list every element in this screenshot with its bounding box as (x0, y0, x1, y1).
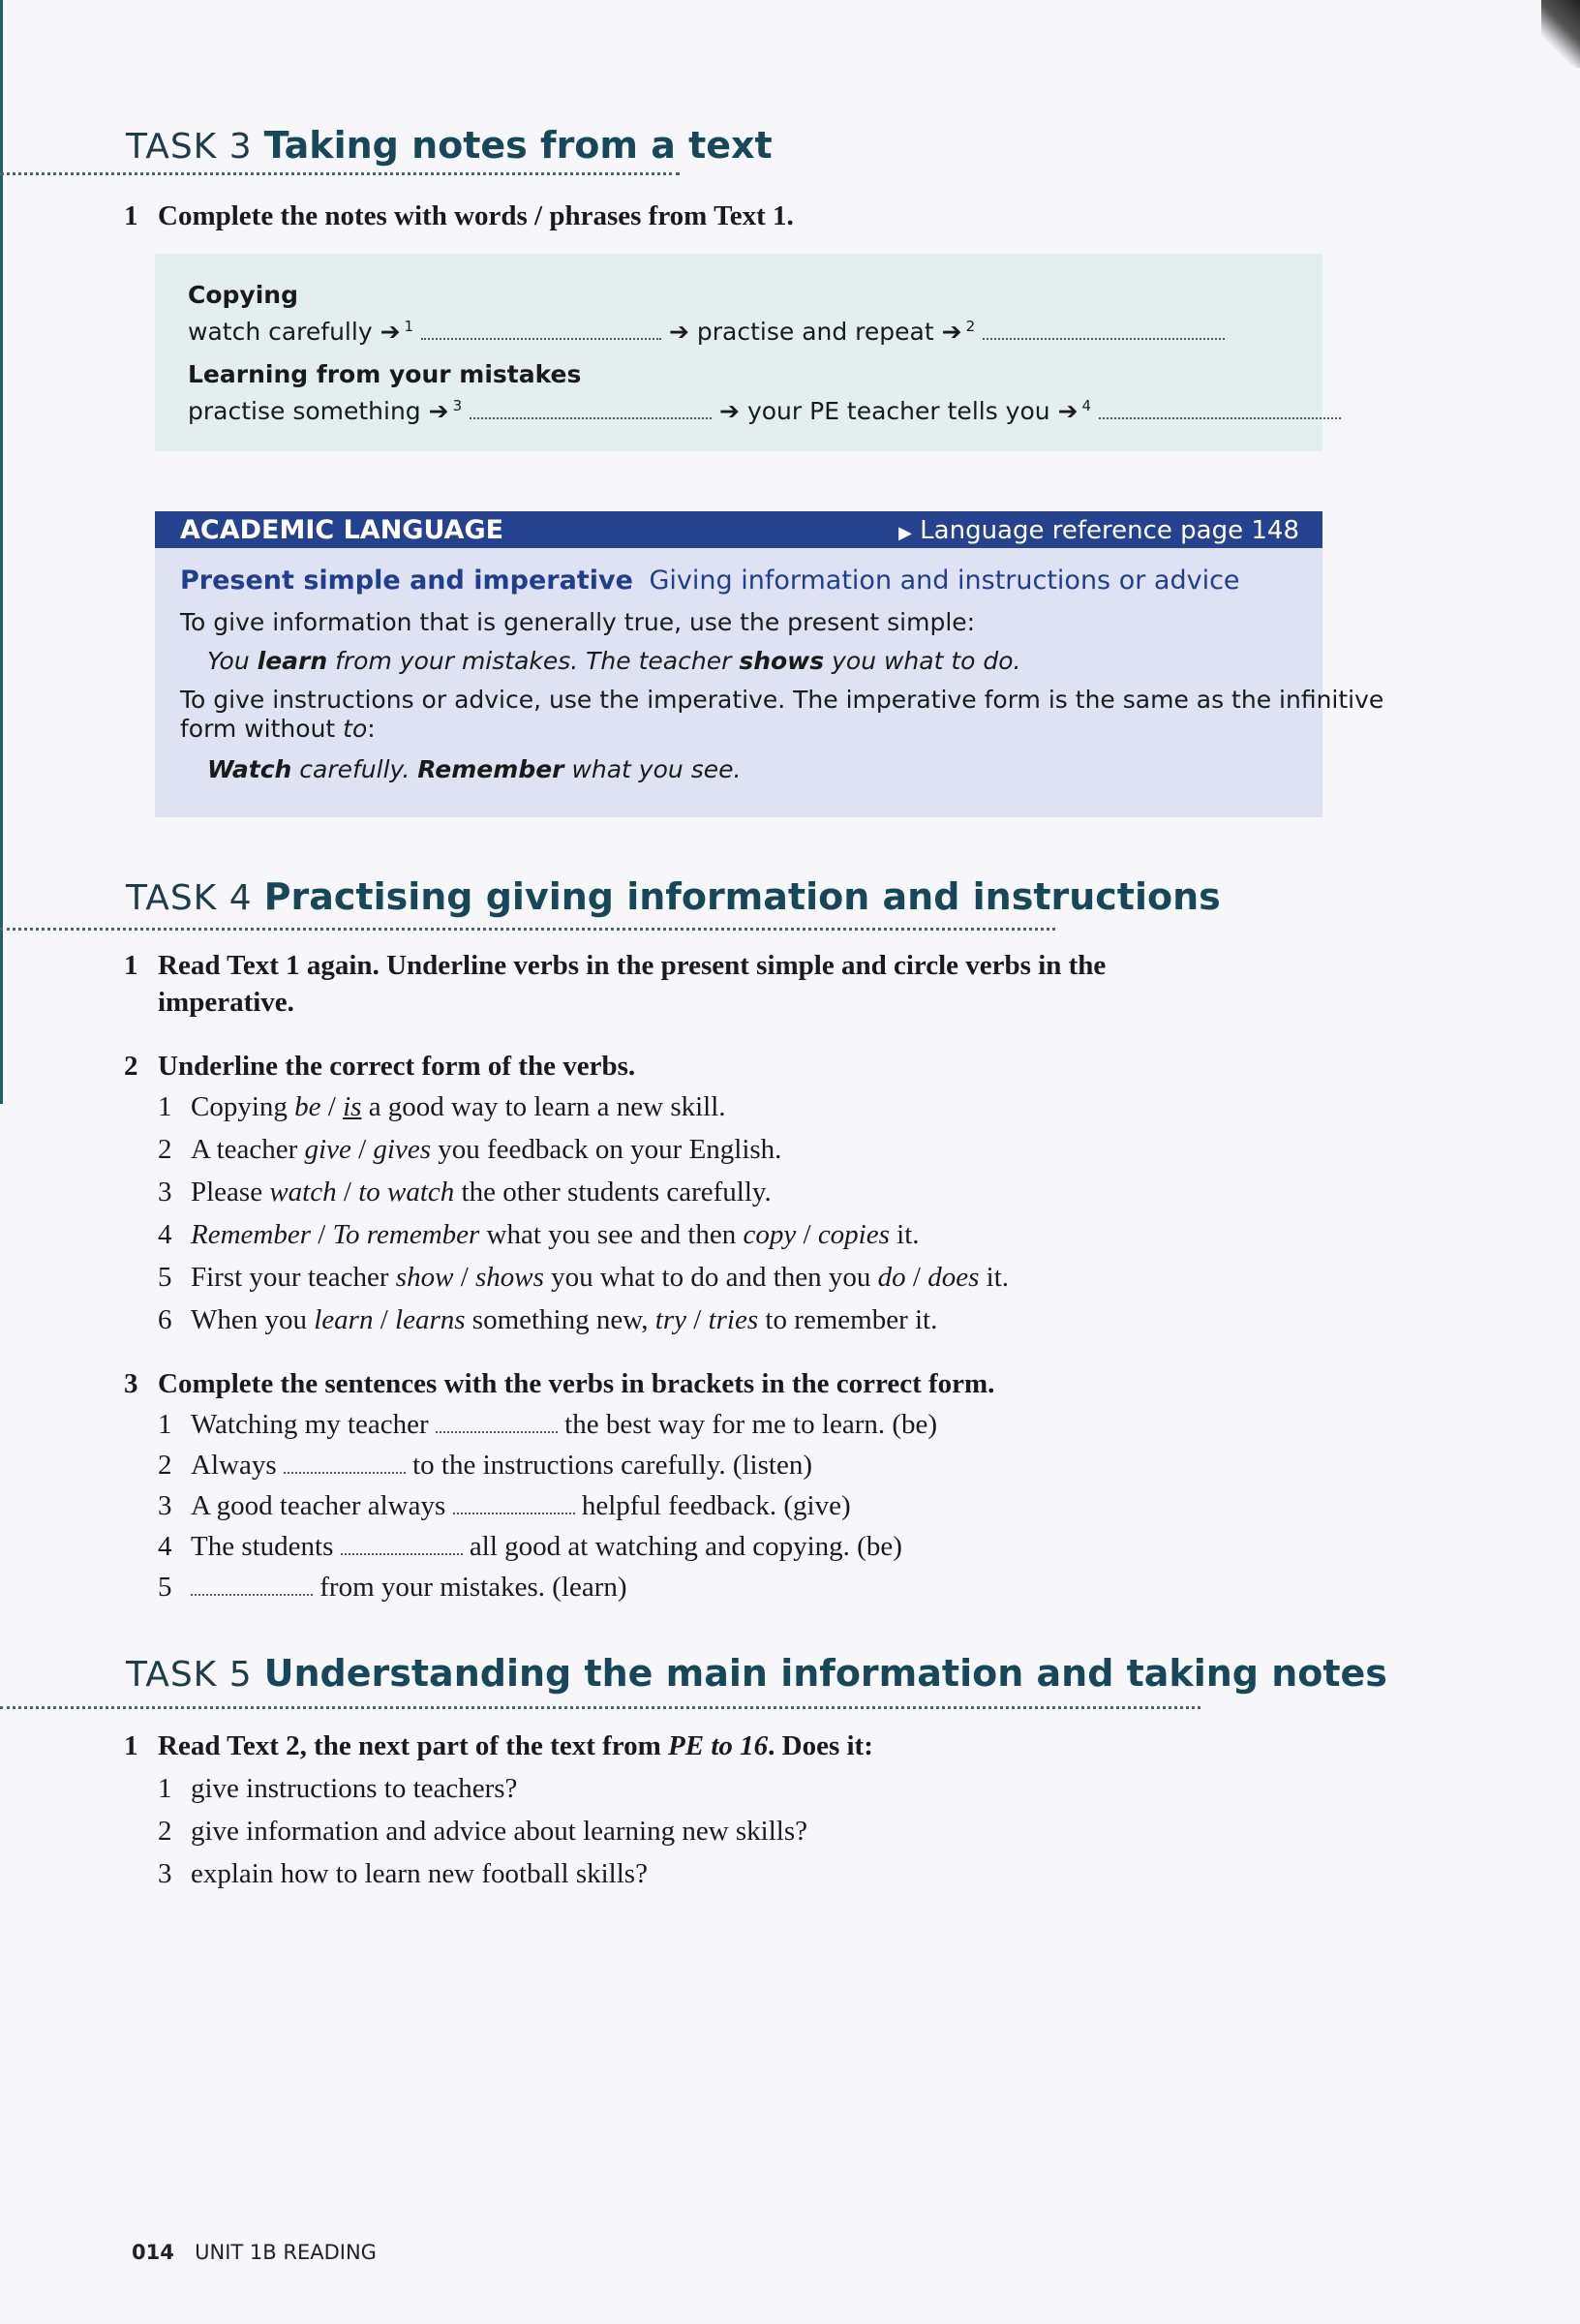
question-number: 3 (124, 1368, 138, 1399)
task5-title: Understanding the main information and taking notes (263, 1652, 1387, 1695)
question-text: Underline the correct form of the verbs. (158, 1051, 636, 1082)
item-fragment: Watching my teacher (191, 1409, 429, 1440)
item-fragment: all good at watching and copying. (be) (469, 1531, 902, 1562)
answer-blank-3[interactable] (470, 413, 712, 419)
item-fragment: / (350, 1134, 374, 1165)
item-fragment: from your mistakes. (learn) (319, 1572, 627, 1603)
arrow-icon: ➔ (668, 318, 689, 346)
academic-example-1 (207, 647, 1021, 675)
academic-example-2 (207, 755, 741, 783)
item-fragment: When you (191, 1304, 315, 1335)
item-number: 4 (158, 1219, 172, 1250)
item-text (191, 1216, 920, 1253)
item-fragment: / (453, 1262, 475, 1293)
verb-option[interactable]: give (304, 1134, 351, 1165)
item-fragment: you what to do and then you (543, 1262, 878, 1293)
verb-option[interactable]: do (877, 1262, 906, 1293)
task5-label: TASK 5 (126, 1655, 253, 1695)
question-number: 1 (124, 1730, 138, 1761)
triangle-right-icon: ▶ (898, 523, 912, 543)
page-number: 014 (132, 2241, 174, 2264)
item-fragment: First your teacher (191, 1262, 396, 1293)
item-fragment: to remember it. (758, 1304, 938, 1335)
question-text-line-2: imperative. (158, 987, 294, 1018)
item-fragment: to the instructions carefully. (listen) (412, 1450, 812, 1481)
item-number: 2 (158, 1816, 172, 1847)
notes-mistakes-heading: Learning from your mistakes (188, 360, 582, 388)
language-reference-text: Language reference page 148 (920, 516, 1299, 545)
item-fragment: what you see and then (479, 1219, 744, 1250)
item-number: 1 (158, 1773, 172, 1804)
notes-line-2 (188, 397, 1341, 425)
arrow-icon: ➔ (941, 318, 962, 346)
example-text: carefully. (291, 755, 418, 783)
example-text: You (207, 647, 258, 675)
task4-divider (0, 928, 1055, 931)
item-fragment: you feedback on your English. (431, 1134, 782, 1165)
item-fragment: A good teacher always (191, 1490, 446, 1521)
answer-blank[interactable] (453, 1509, 575, 1514)
item-number: 3 (158, 1858, 172, 1889)
answer-blank-2[interactable] (983, 334, 1225, 340)
example-verb: shows (739, 647, 825, 675)
verb-option[interactable]: copy (743, 1219, 797, 1250)
verb-option[interactable]: gives (373, 1134, 432, 1165)
verb-option[interactable]: tries (708, 1304, 759, 1335)
verb-option-underlined[interactable]: is (343, 1091, 362, 1122)
verb-option[interactable]: learn (314, 1304, 374, 1335)
answer-blank[interactable] (191, 1590, 313, 1596)
task4-heading (126, 875, 1221, 918)
item-number: 3 (158, 1490, 172, 1521)
answer-blank-4[interactable] (1099, 413, 1341, 419)
item-text (191, 1569, 627, 1605)
item-fragment: it. (979, 1262, 1010, 1293)
item-text (191, 1487, 851, 1524)
notes-line-1 (188, 318, 1225, 346)
notes-text: practise something (188, 397, 421, 425)
answer-blank[interactable] (341, 1549, 463, 1555)
verb-option[interactable]: try (654, 1304, 687, 1335)
verb-option[interactable]: does (927, 1262, 980, 1293)
page-corner-shadow (1541, 0, 1580, 68)
item-fragment: / (320, 1091, 344, 1122)
item-fragment: the other students carefully. (454, 1177, 772, 1208)
item-number: 5 (158, 1572, 172, 1603)
blank-number: 1 (404, 318, 414, 335)
item-fragment: / (336, 1177, 359, 1208)
verb-option[interactable]: copies (817, 1219, 890, 1250)
item-text (191, 1447, 812, 1483)
item-fragment: A teacher (191, 1134, 305, 1165)
arrow-icon: ➔ (428, 397, 449, 425)
task4-title: Practising giving information and instructions (263, 875, 1221, 918)
notes-text: watch carefully (188, 318, 373, 346)
verb-option[interactable]: To remember (332, 1219, 480, 1250)
verb-option[interactable]: be (294, 1091, 321, 1122)
item-number: 2 (158, 1450, 172, 1481)
item-text (191, 1259, 1009, 1296)
question-text: Complete the sentences with the verbs in brackets in the correct form. (158, 1368, 995, 1399)
verb-option[interactable]: to watch (358, 1177, 455, 1208)
verb-option[interactable]: show (395, 1262, 454, 1293)
page-edge-bar (0, 0, 3, 1104)
notes-box (155, 254, 1322, 451)
arrow-icon: ➔ (719, 397, 740, 425)
item-number: 6 (158, 1304, 172, 1335)
language-reference-link[interactable] (898, 516, 1299, 545)
question-number: 1 (124, 200, 138, 231)
page-footer (132, 2241, 377, 2264)
item-number: 1 (158, 1409, 172, 1440)
question-number: 1 (124, 950, 138, 981)
item-text (191, 1301, 937, 1338)
academic-heading-line (180, 566, 1240, 596)
task3-title: Taking notes from a text (263, 124, 773, 167)
example-text: you what to do. (824, 647, 1021, 675)
item-text: explain how to learn new football skills? (191, 1858, 648, 1889)
blank-number: 2 (965, 318, 976, 335)
item-fragment: Always (191, 1450, 277, 1481)
example-verb: Watch (207, 755, 292, 783)
blank-number: 3 (452, 397, 463, 414)
item-fragment: / (905, 1262, 928, 1293)
academic-subheading: Giving information and instructions or advice (649, 566, 1240, 596)
task3-label: TASK 3 (126, 127, 253, 167)
paragraph-italic: to (343, 715, 368, 743)
question-fragment: . Does it: (768, 1730, 873, 1761)
answer-blank[interactable] (284, 1468, 406, 1474)
item-number: 4 (158, 1531, 172, 1562)
verb-option[interactable]: watch (269, 1177, 337, 1208)
item-fragment: the best way for me to learn. (be) (564, 1409, 938, 1440)
item-text (191, 1406, 937, 1443)
task5-heading (126, 1652, 1387, 1695)
item-text (191, 1174, 772, 1210)
notes-text: practise and repeat (696, 318, 934, 346)
academic-paragraph-1: To give information that is generally true, use the present simple: (180, 608, 976, 636)
item-fragment: it. (889, 1219, 920, 1250)
academic-heading: Present simple and imperative (180, 566, 633, 596)
question-text (158, 1728, 873, 1764)
academic-paragraph-2-line-2 (180, 715, 376, 743)
blank-number: 4 (1081, 397, 1092, 414)
verb-option[interactable]: shows (475, 1262, 544, 1293)
item-fragment: Please (191, 1177, 270, 1208)
item-fragment: / (686, 1304, 709, 1335)
item-fragment: something new, (465, 1304, 655, 1335)
example-verb: learn (257, 647, 328, 675)
question-fragment: Read Text 2, the next part of the text from (158, 1730, 669, 1761)
item-number: 5 (158, 1262, 172, 1293)
item-text: give information and advice about learning new skills? (191, 1816, 808, 1847)
task4-label: TASK 4 (126, 878, 253, 918)
paragraph-text: form without (180, 715, 344, 743)
item-text (191, 1528, 902, 1565)
task5-divider (0, 1706, 1200, 1709)
arrow-icon: ➔ (1057, 397, 1079, 425)
example-verb: Remember (417, 755, 564, 783)
answer-blank-1[interactable] (421, 334, 661, 340)
item-fragment: / (796, 1219, 818, 1250)
question-text: Complete the notes with words / phrases from Text 1. (158, 200, 794, 231)
unit-label: UNIT 1B READING (195, 2241, 377, 2264)
academic-language-header (155, 511, 1322, 548)
item-fragment: / (311, 1219, 333, 1250)
question-text-line-1: Read Text 1 again. Underline verbs in the present simple and circle verbs in the (158, 950, 1107, 981)
item-text (191, 1088, 726, 1125)
item-fragment: a good way to learn a new skill. (361, 1091, 726, 1122)
example-text: from your mistakes. The teacher (327, 647, 740, 675)
task3-heading (126, 124, 773, 167)
item-text (191, 1131, 781, 1168)
notes-copying-heading: Copying (188, 281, 298, 309)
item-number: 1 (158, 1091, 172, 1122)
academic-paragraph-2: To give instructions or advice, use the imperative. The imperative form is the same as the infinitive (180, 686, 1384, 714)
arrow-icon: ➔ (380, 318, 401, 346)
item-fragment: helpful feedback. (give) (581, 1490, 851, 1521)
question-number: 2 (124, 1051, 138, 1082)
question-italic: PE to 16 (668, 1730, 769, 1761)
example-text: what you see. (563, 755, 742, 783)
item-fragment: / (373, 1304, 396, 1335)
task3-divider (0, 172, 680, 175)
item-number: 2 (158, 1134, 172, 1165)
verb-option[interactable]: Remember (191, 1219, 312, 1250)
item-number: 3 (158, 1177, 172, 1208)
item-fragment: Copying (191, 1091, 295, 1122)
item-text: give instructions to teachers? (191, 1773, 518, 1804)
notes-text: your PE teacher tells you (746, 397, 1050, 425)
item-fragment: The students (191, 1531, 334, 1562)
academic-language-title: ACADEMIC LANGUAGE (180, 515, 504, 545)
answer-blank[interactable] (436, 1427, 558, 1433)
paragraph-text: : (367, 715, 376, 743)
verb-option[interactable]: learns (395, 1304, 466, 1335)
